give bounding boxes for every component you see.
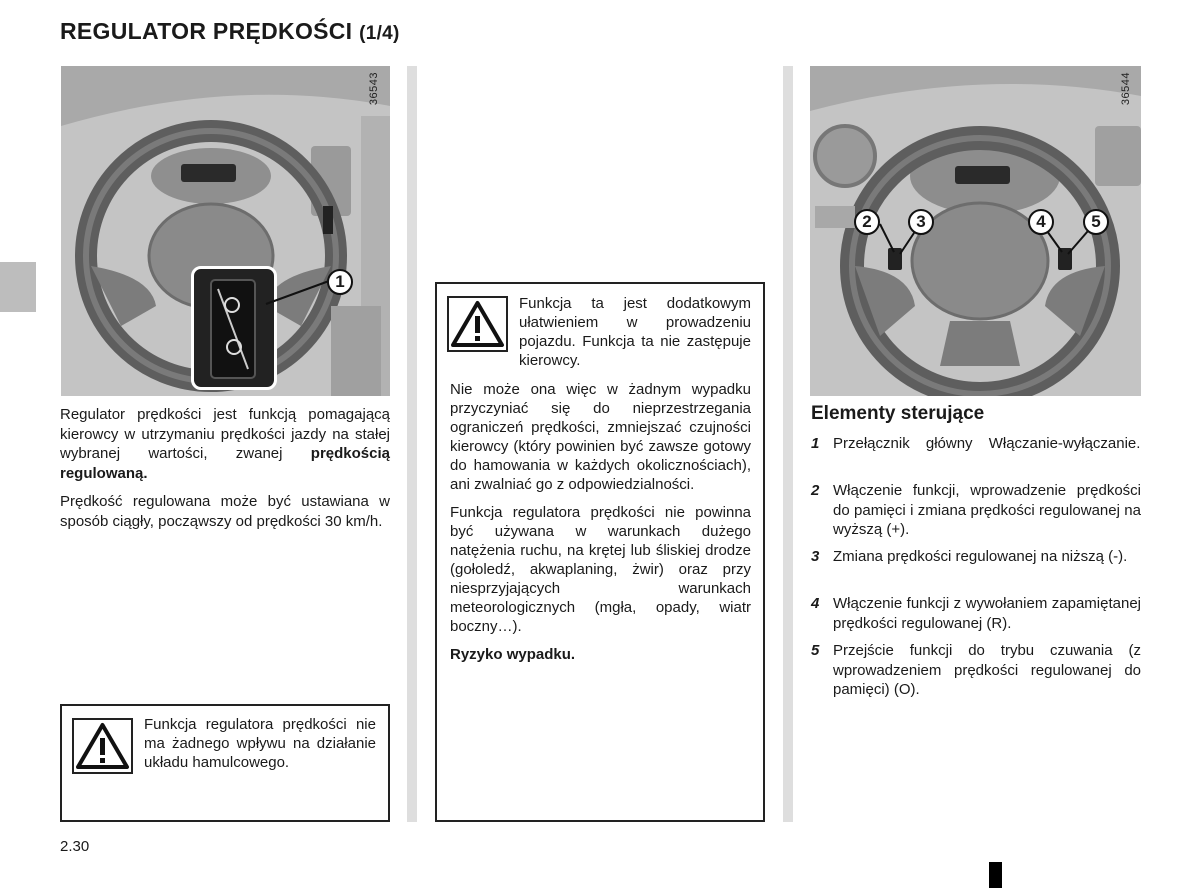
column-divider-left: [407, 66, 417, 822]
intro-plain: Regulator prędkości jest funkcją pomagającą kierowcy w utrzymaniu prędkości jazdy na stałej wybranej wartości, zwanej: [60, 406, 390, 462]
dashboard-photo-right: [810, 66, 1141, 396]
title-subtitle: (1/4): [359, 23, 400, 44]
warning-triangle-icon: [74, 720, 131, 772]
control-item-2: [811, 481, 1141, 540]
control-item-4: [811, 594, 1141, 633]
control-number: 1: [811, 435, 820, 452]
warning-icon-frame: [447, 296, 508, 352]
intro-text: [60, 405, 390, 531]
control-text: Włączenie funkcji z wywołaniem zapamiętanej prędkości regulowanej (R).: [833, 595, 1141, 632]
intro-paragraph: [60, 405, 390, 483]
control-text: Przełącznik główny Włączanie-wyłączanie.: [833, 435, 1141, 452]
callout-3: 3: [908, 209, 934, 235]
control-text: Przejście funkcji do trybu czuwania (z wprowadzeniem prędkości regulowanej do pamięci) (O).: [833, 642, 1141, 698]
chapter-tab: [0, 262, 36, 312]
warning-box-brakes: [60, 704, 390, 822]
page-edge-marker: [989, 862, 1002, 888]
page-number: 2.30: [60, 838, 90, 855]
warning-box-driver: [435, 282, 765, 822]
column-divider-right: [783, 66, 793, 822]
control-number: 4: [811, 595, 820, 612]
callout-2: 2: [854, 209, 880, 235]
dashboard-photo-left: [61, 66, 390, 396]
control-item-3: [811, 547, 1141, 567]
warning-triangle-icon: [449, 298, 506, 350]
speed-paragraph: Prędkość regulowana może być ustawiana w sposób ciągły, począwszy od prędkości 30 km/h.: [60, 493, 390, 530]
control-number: 2: [811, 482, 820, 499]
warning-lead-text: Funkcja ta jest dodatkowym ułatwieniem w prowadzeniu pojazdu. Funkcja ta nie zastępuje kierowcy.: [519, 295, 751, 369]
control-number: 3: [811, 548, 820, 565]
control-number: 5: [811, 642, 820, 659]
warning-accident-risk: Ryzyko wypadku.: [450, 646, 576, 663]
warning-text-brakes: Funkcja regulatora prędkości nie ma żadnego wpływu na działanie układu hamulcowego.: [144, 716, 376, 771]
controls-heading: Elementy sterujące: [811, 403, 985, 424]
control-text: Zmiana prędkości regulowanej na niższą (-).: [833, 548, 1128, 565]
warning-body: [450, 380, 751, 665]
callout-4: 4: [1028, 209, 1054, 235]
title-main: REGULATOR PRĘDKOŚCI: [60, 18, 353, 44]
warning-paragraph-1: Nie może ona więc w żadnym wypadku przyczyniać się do nieprzestrzegania ograniczeń prędkości, zmniejszać czujności kierowcy (który powinien być zawsze gotowy do hamowania w każdych okolicznościach), ani zwalniać go z odpowiedzialności.: [450, 381, 751, 493]
control-item-1: [811, 434, 1141, 454]
intro-bold: prędkością regulowaną.: [60, 445, 390, 482]
control-text: Włączenie funkcji, wprowadzenie prędkości do pamięci i zmiana prędkości regulowanej na wyższą (+).: [833, 482, 1141, 538]
callout-1: 1: [327, 269, 353, 295]
callout-5: 5: [1083, 209, 1109, 235]
page-title: [60, 18, 400, 45]
image-reference-right: 36544: [1120, 72, 1132, 106]
callout-line: [61, 66, 390, 396]
warning-icon-frame: [72, 718, 133, 774]
control-item-5: [811, 641, 1141, 700]
image-reference-left: 36543: [368, 72, 380, 106]
warning-paragraph-2: Funkcja regulatora prędkości nie powinna być używana w warunkach dużego natężenia ruchu, na krętej lub śliskiej drodze (gołoledź, akwaplaning, żwir) oraz przy niesprzyjających warunkach meteorologicznych (mgła, opady, wiatr boczny…).: [450, 504, 751, 635]
